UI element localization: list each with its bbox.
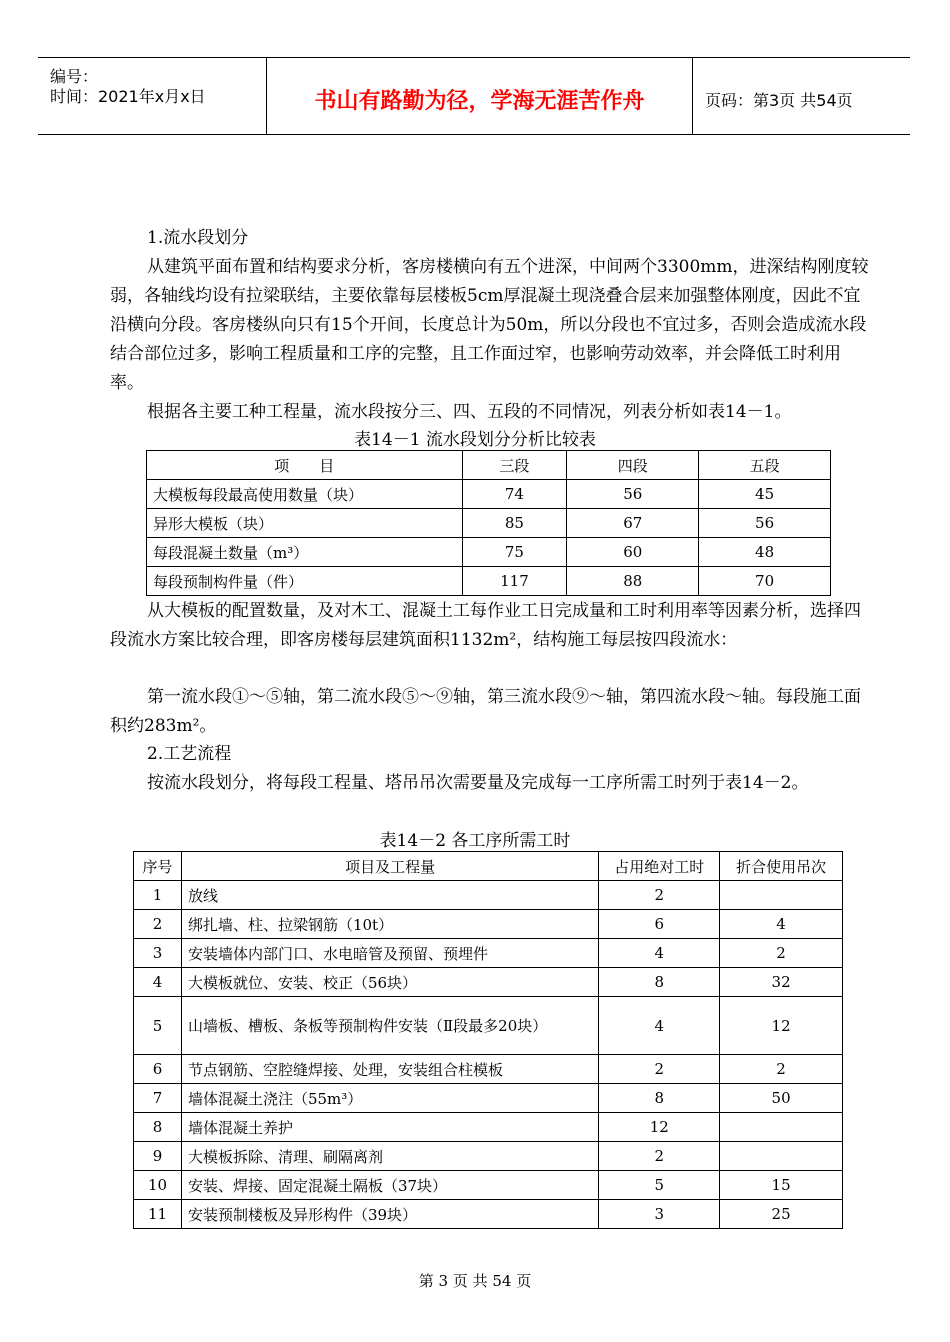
table-row	[134, 1113, 843, 1142]
table-cell: 5	[134, 997, 182, 1055]
table-cell: 2	[599, 1055, 720, 1084]
table-row	[147, 538, 831, 567]
table-header-cell: 折合使用吊次	[720, 852, 843, 881]
page-header	[38, 57, 910, 135]
table-row	[134, 1142, 843, 1171]
serial-label: 编号：	[50, 67, 99, 86]
table-cell: 8	[134, 1113, 182, 1142]
table-header-cell: 项目及工程量	[181, 852, 598, 881]
table-cell: 7	[134, 1084, 182, 1113]
table-row	[134, 1200, 843, 1229]
table-cell: 每段预制构件量（件）	[147, 567, 463, 596]
table-cell: 11	[134, 1200, 182, 1229]
table-cell: 2	[599, 881, 720, 910]
table-cell: 6	[599, 910, 720, 939]
table-cell: 50	[720, 1084, 843, 1113]
motto: 书山有路勤为径，学海无涯苦作舟	[314, 89, 645, 114]
table-cell: 每段混凝土数量（m³）	[147, 538, 463, 567]
header-motto-cell	[267, 58, 693, 134]
table-cell: 74	[462, 480, 567, 509]
table-cell: 绑扎墙、柱、拉梁钢筋（10t）	[181, 910, 598, 939]
table-cell: 放线	[181, 881, 598, 910]
table-cell: 88	[567, 567, 699, 596]
table-cell: 56	[699, 509, 831, 538]
table-cell: 4	[599, 939, 720, 968]
table-cell: 48	[699, 538, 831, 567]
paragraph-2: 根据各主要工种工程量，流水段按分三、四、五段的不同情况，列表分析如表14－1。	[147, 402, 792, 422]
page-footer: 第 3 页 共 54 页	[418, 1272, 532, 1290]
table-cell: 70	[699, 567, 831, 596]
table-cell: 墙体混凝土浇注（55m³）	[181, 1084, 598, 1113]
table-cell: 10	[134, 1171, 182, 1200]
table-header-row	[134, 852, 843, 881]
table-cell: 32	[720, 968, 843, 997]
table-cell: 2	[134, 910, 182, 939]
table-header-cell: 占用绝对工时	[599, 852, 720, 881]
table-cell: 1	[134, 881, 182, 910]
table-header-row	[147, 451, 831, 480]
table-header-cell: 序号	[134, 852, 182, 881]
table-cell: 大模板拆除、清理、刷隔离剂	[181, 1142, 598, 1171]
table-cell: 4	[599, 997, 720, 1055]
table-cell: 25	[720, 1200, 843, 1229]
table-cell: 安装预制楼板及异形构件（39块）	[181, 1200, 598, 1229]
table-cell: 15	[720, 1171, 843, 1200]
table-cell: 3	[599, 1200, 720, 1229]
table-cell: 2	[599, 1142, 720, 1171]
table-cell	[720, 1142, 843, 1171]
table-row	[134, 881, 843, 910]
table-header-cell: 四段	[567, 451, 699, 480]
table-cell: 85	[462, 509, 567, 538]
section2-title: 2.工艺流程	[147, 744, 232, 764]
table-cell: 67	[567, 509, 699, 538]
table-cell: 56	[567, 480, 699, 509]
table-cell: 8	[599, 1084, 720, 1113]
table-cell: 4	[134, 968, 182, 997]
table-row	[147, 567, 831, 596]
table-cell: 大模板每段最高使用数量（块）	[147, 480, 463, 509]
paragraph-3: 从大模板的配置数量，及对木工、混凝土工每作业工日完成量和工时利用率等因素分析，选择四段流水方案比较合理，即客房楼每层建筑面积1132m²，结构施工每层按四段流水：	[110, 601, 861, 650]
table-row	[134, 968, 843, 997]
header-page-cell	[693, 58, 910, 134]
paragraph-4: 第一流水段①～⑤轴，第二流水段⑤～⑨轴，第三流水段⑨～轴，第四流水段～轴。每段施工面积约283m²。	[110, 687, 861, 736]
table-cell: 9	[134, 1142, 182, 1171]
table-header-cell: 三段	[462, 451, 567, 480]
paragraph-1: 从建筑平面布置和结构要求分析，客房楼横向有五个进深，中间两个3300mm，进深结构刚度较弱，各轴线均设有拉梁联结，主要依靠每层楼板5cm厚混凝土现浇叠合层来加强整体刚度，因此不宜沿横向分段。客房楼纵向只有15个开间，长度总计为50m，所以分段也不宜过多，否则会造成流水段结合部位过多，影响工程质量和工序的完整，且工作面过窄，也影响劳动效率，并会降低工时利用率。	[110, 257, 869, 393]
section1-title: 1.流水段划分	[147, 228, 249, 248]
table-cell: 异形大模板（块）	[147, 509, 463, 538]
table-cell: 117	[462, 567, 567, 596]
table-row	[134, 1055, 843, 1084]
table-cell	[720, 1113, 843, 1142]
table-cell: 75	[462, 538, 567, 567]
header-left-cell	[38, 58, 267, 134]
table-cell: 60	[567, 538, 699, 567]
table-row	[134, 997, 843, 1055]
table-row	[134, 1171, 843, 1200]
table-cell: 安装墙体内部门口、水电暗管及预留、预埋件	[181, 939, 598, 968]
table-cell	[720, 881, 843, 910]
table-cell: 12	[720, 997, 843, 1055]
table1-caption-wrap	[0, 425, 950, 451]
time-label: 时间：2021年x月x日	[50, 87, 206, 106]
table-cell: 12	[599, 1113, 720, 1142]
paragraph-5: 按流水段划分，将每段工程量、塔吊吊次需要量及完成每一工序所需工时列于表14－2。	[147, 773, 809, 793]
table-header-cell: 五段	[699, 451, 831, 480]
table-cell: 2	[720, 939, 843, 968]
table1-caption: 表14－1 流水段划分分析比较表	[354, 430, 596, 450]
table-row	[134, 939, 843, 968]
table-row	[147, 480, 831, 509]
table-row	[147, 509, 831, 538]
table-cell: 山墙板、槽板、条板等预制构件安装（Ⅱ段最多20块）	[181, 997, 598, 1055]
table-row	[134, 910, 843, 939]
table-cell: 5	[599, 1171, 720, 1200]
table2-caption: 表14－2 各工序所需工时	[379, 831, 571, 851]
table-row	[134, 1084, 843, 1113]
table-2	[133, 851, 843, 1229]
table-cell: 大模板就位、安装、校正（56块）	[181, 968, 598, 997]
table-1	[146, 450, 831, 596]
table-cell: 墙体混凝土养护	[181, 1113, 598, 1142]
table-cell: 45	[699, 480, 831, 509]
table-cell: 节点钢筋、空腔缝焊接、处理，安装组合柱模板	[181, 1055, 598, 1084]
table-header-cell: 项 目	[147, 451, 463, 480]
table-cell: 安装、焊接、固定混凝土隔板（37块）	[181, 1171, 598, 1200]
table-cell: 6	[134, 1055, 182, 1084]
table2-caption-wrap	[0, 826, 950, 852]
table-cell: 3	[134, 939, 182, 968]
page-number-label: 页码：第3页 共54页	[705, 91, 853, 110]
table-cell: 8	[599, 968, 720, 997]
table-cell: 2	[720, 1055, 843, 1084]
table-cell: 4	[720, 910, 843, 939]
